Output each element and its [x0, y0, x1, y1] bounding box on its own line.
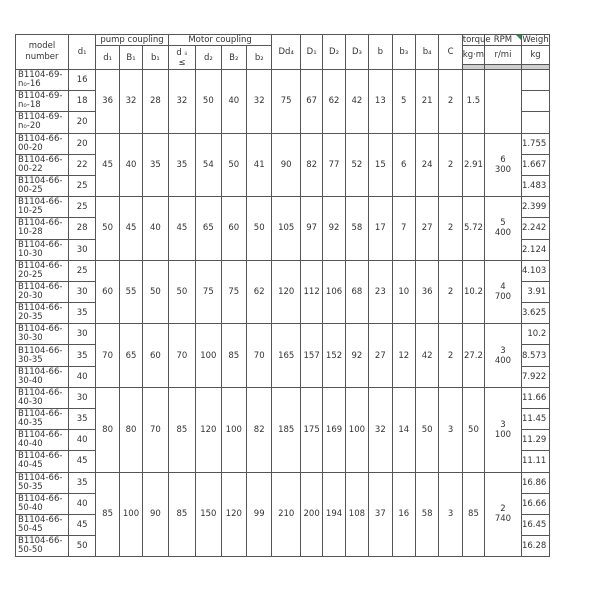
model-number-cell: B1104-66-40-40 — [16, 430, 69, 451]
weight-cell: 4.103 — [521, 260, 550, 281]
motor-b2-cell: 82 — [247, 387, 272, 472]
D2-cell: 106 — [323, 260, 345, 324]
header-dd4: Dd₄ — [272, 35, 301, 70]
Dd4-cell: 105 — [272, 197, 301, 261]
header-b4: b₄ — [415, 35, 438, 70]
Dd4-cell: 120 — [272, 260, 301, 324]
pump-d1-cell: 85 — [96, 472, 119, 557]
header-pump-b1: b₁ — [143, 46, 168, 70]
pump-B1-cell: 65 — [119, 324, 142, 388]
rpm-value-top: 3 — [500, 345, 506, 356]
pump-d1-cell: 50 — [96, 197, 119, 261]
table-row — [16, 197, 585, 218]
weight-cell: 16.86 — [521, 472, 550, 493]
pump-B1-cell: 32 — [119, 70, 142, 134]
D1-cell: 82 — [300, 133, 322, 197]
pump-b1-cell: 35 — [143, 133, 168, 197]
table-header — [16, 35, 585, 70]
pump-d1-cell: 80 — [96, 387, 119, 472]
rpm-value-bottom: 740 — [494, 514, 512, 525]
b-cell: 13 — [369, 70, 392, 134]
di-cell: 16 — [68, 70, 95, 91]
rpm-cell — [485, 133, 522, 197]
b3-cell: 7 — [392, 197, 415, 261]
model-number-cell: B1104-66-20-35 — [16, 303, 69, 324]
di-cell: 25 — [68, 175, 95, 196]
di-cell: 40 — [68, 366, 95, 387]
torque-cell: 85 — [462, 472, 484, 557]
motor-d2-cell: 100 — [196, 324, 221, 388]
weight-cell: 11.29 — [521, 430, 550, 451]
pump-b1-cell: 70 — [143, 387, 168, 472]
torque-cell: 50 — [462, 387, 484, 472]
D1-cell: 112 — [300, 260, 322, 324]
weight-cell: 11.66 — [521, 387, 550, 408]
header-b: b — [369, 35, 392, 70]
weight-cell: 1.755 — [521, 133, 550, 154]
D2-cell: 152 — [323, 324, 345, 388]
header-d2-outer: D₂ — [323, 35, 345, 70]
model-number-cell: B1104-66-40-30 — [16, 387, 69, 408]
table-row — [16, 260, 585, 281]
weight-cell: 7.922 — [521, 366, 550, 387]
torque-cell: 1.5 — [462, 70, 484, 134]
b-cell: 23 — [369, 260, 392, 324]
D1-cell: 67 — [300, 70, 322, 134]
model-number-cell: B1104-66-20-25 — [16, 260, 69, 281]
header-motor-coupling: Motor coupling — [168, 35, 272, 46]
weight-cell: 16.28 — [521, 536, 550, 557]
model-number-cell: B1104-66-30-30 — [16, 324, 69, 345]
model-number-cell: B1104-66-30-40 — [16, 366, 69, 387]
motor-dii-cell: 85 — [168, 472, 195, 557]
rpm-cell — [485, 260, 522, 324]
weight-cell: 2.124 — [521, 239, 550, 260]
header-torque-unit: kg·m — [462, 46, 484, 65]
b4-cell: 24 — [415, 133, 438, 197]
table-row — [16, 133, 585, 154]
D3-cell: 58 — [345, 197, 368, 261]
motor-dii-cell: 85 — [168, 387, 195, 472]
C-cell: 2 — [439, 260, 462, 324]
motor-d2-cell: 150 — [196, 472, 221, 557]
header-d3-outer: D₃ — [345, 35, 368, 70]
motor-b2-cell: 62 — [247, 260, 272, 324]
pump-B1-cell: 40 — [119, 133, 142, 197]
di-cell: 45 — [68, 514, 95, 535]
di-cell: 35 — [68, 303, 95, 324]
D2-cell: 77 — [323, 133, 345, 197]
weight-cell: 2.399 — [521, 197, 550, 218]
header-weight: Weigh — [522, 35, 549, 45]
pump-b1-cell: 28 — [143, 70, 168, 134]
model-number-cell: B1104-66-40-35 — [16, 409, 69, 430]
header-b3: b₃ — [392, 35, 415, 70]
model-number-cell: B1104-69-n₀-18 — [16, 91, 69, 112]
motor-d2-cell: 75 — [196, 260, 221, 324]
b-cell: 15 — [369, 133, 392, 197]
weight-cell — [521, 112, 550, 133]
model-number-cell: B1104-69-n₀-16 — [16, 70, 69, 91]
C-cell: 3 — [439, 472, 462, 557]
rpm-value-bottom: 700 — [494, 291, 512, 302]
Dd4-cell: 185 — [272, 387, 301, 472]
D3-cell: 68 — [345, 260, 368, 324]
motor-dii-cell: 35 — [168, 133, 195, 197]
weight-cell: 16.66 — [521, 493, 550, 514]
weight-cell: 1.483 — [521, 175, 550, 196]
header-dii-label: d ᵢᵢ — [176, 47, 188, 58]
b4-cell: 27 — [415, 197, 438, 261]
di-cell: 35 — [68, 345, 95, 366]
motor-b2-cell: 70 — [247, 324, 272, 388]
rpm-cell — [485, 472, 522, 557]
D3-cell: 52 — [345, 133, 368, 197]
b4-cell: 58 — [415, 472, 438, 557]
di-cell: 40 — [68, 493, 95, 514]
di-cell: 40 — [68, 430, 95, 451]
weight-cell: 1.667 — [521, 154, 550, 175]
weight-cell: 10.2 — [521, 324, 550, 345]
table-row — [16, 70, 585, 91]
header-motor-dii — [168, 46, 195, 70]
D1-cell: 157 — [300, 324, 322, 388]
motor-B2-cell: 85 — [221, 324, 246, 388]
di-cell: 30 — [68, 387, 95, 408]
rpm-value-bottom: 400 — [494, 228, 512, 239]
C-cell: 2 — [439, 324, 462, 388]
header-motor-B2: B₂ — [221, 46, 246, 70]
header-d1-outer: D₁ — [300, 35, 322, 70]
header-motor-d2: d₂ — [196, 46, 221, 70]
model-number-cell: B1104-66-40-45 — [16, 451, 69, 472]
weight-cell — [521, 70, 550, 91]
di-cell: 22 — [68, 154, 95, 175]
model-number-cell: B1104-66-50-35 — [16, 472, 69, 493]
di-cell: 28 — [68, 218, 95, 239]
rpm-cell — [485, 70, 522, 134]
model-number-cell: B1104-66-10-28 — [16, 218, 69, 239]
model-number-cell: B1104-66-30-35 — [16, 345, 69, 366]
torque-cell: 10.2 — [462, 260, 484, 324]
b-cell: 32 — [369, 387, 392, 472]
motor-b2-cell: 32 — [247, 70, 272, 134]
C-cell: 3 — [439, 387, 462, 472]
model-number-cell: B1104-66-20-30 — [16, 281, 69, 302]
motor-b2-cell: 41 — [247, 133, 272, 197]
di-cell: 25 — [68, 260, 95, 281]
di-cell: 30 — [68, 239, 95, 260]
motor-B2-cell: 50 — [221, 133, 246, 197]
b4-cell: 42 — [415, 324, 438, 388]
rpm-value-bottom: 100 — [494, 429, 512, 440]
rpm-value-top: 2 — [500, 504, 506, 515]
motor-B2-cell: 75 — [221, 260, 246, 324]
table-row — [16, 324, 585, 345]
motor-B2-cell: 120 — [221, 472, 246, 557]
pump-b1-cell: 50 — [143, 260, 168, 324]
header-motor-b2: b₂ — [247, 46, 272, 70]
D2-cell: 92 — [323, 197, 345, 261]
header-pump-d1: d₁ — [96, 46, 119, 70]
pump-B1-cell: 80 — [119, 387, 142, 472]
table-body — [16, 70, 585, 557]
weight-cell: 3.625 — [521, 303, 550, 324]
D2-cell: 169 — [323, 387, 345, 472]
D3-cell: 100 — [345, 387, 368, 472]
pump-d1-cell: 70 — [96, 324, 119, 388]
weight-cell — [521, 91, 550, 112]
D1-cell: 97 — [300, 197, 322, 261]
di-cell: 30 — [68, 281, 95, 302]
rpm-value-top: 5 — [500, 218, 506, 229]
header-model-number: model number — [16, 35, 69, 70]
C-cell: 2 — [439, 70, 462, 134]
header-pump-coupling: pump coupling — [96, 35, 168, 46]
b3-cell: 10 — [392, 260, 415, 324]
b3-cell: 5 — [392, 70, 415, 134]
model-number-cell: B1104-66-10-30 — [16, 239, 69, 260]
model-number-cell: B1104-66-10-25 — [16, 197, 69, 218]
b4-cell: 21 — [415, 70, 438, 134]
header-rpm: RPM — [485, 35, 522, 46]
model-number-cell: B1104-66-00-20 — [16, 133, 69, 154]
C-cell: 2 — [439, 197, 462, 261]
motor-b2-cell: 50 — [247, 197, 272, 261]
pump-b1-cell: 60 — [143, 324, 168, 388]
weight-cell: 3.91 — [521, 281, 550, 302]
rpm-cell — [485, 387, 522, 472]
di-cell: 50 — [68, 536, 95, 557]
pump-B1-cell: 45 — [119, 197, 142, 261]
b3-cell: 14 — [392, 387, 415, 472]
Dd4-cell: 165 — [272, 324, 301, 388]
pump-d1-cell: 36 — [96, 70, 119, 134]
motor-d2-cell: 120 — [196, 387, 221, 472]
model-number-cell: B1104-66-00-25 — [16, 175, 69, 196]
model-number-cell: B1104-69-n₀-20 — [16, 112, 69, 133]
table-row — [16, 387, 585, 408]
motor-dii-cell: 45 — [168, 197, 195, 261]
table-row — [16, 472, 585, 493]
header-torque: torque — [462, 35, 491, 45]
torque-cell: 27.2 — [462, 324, 484, 388]
motor-d2-cell: 65 — [196, 197, 221, 261]
D2-cell: 194 — [323, 472, 345, 557]
D3-cell: 42 — [345, 70, 368, 134]
pump-d1-cell: 60 — [96, 260, 119, 324]
motor-B2-cell: 100 — [221, 387, 246, 472]
header-pump-B1: B₁ — [119, 46, 142, 70]
torque-cell: 5.72 — [462, 197, 484, 261]
header-di: d₁ — [68, 35, 95, 70]
header-le-symbol: ≤ — [178, 57, 186, 68]
rpm-value-bottom: 400 — [494, 355, 512, 366]
pump-b1-cell: 90 — [143, 472, 168, 557]
b4-cell: 36 — [415, 260, 438, 324]
D2-cell: 62 — [323, 70, 345, 134]
motor-d2-cell: 54 — [196, 133, 221, 197]
di-cell: 35 — [68, 409, 95, 430]
weight-cell: 16.45 — [521, 514, 550, 535]
b3-cell: 6 — [392, 133, 415, 197]
rpm-value-top: 3 — [500, 419, 506, 430]
model-number-cell: B1104-66-00-22 — [16, 154, 69, 175]
D3-cell: 108 — [345, 472, 368, 557]
model-number-cell: B1104-66-50-40 — [16, 493, 69, 514]
pump-b1-cell: 40 — [143, 197, 168, 261]
torque-cell: 2.91 — [462, 133, 484, 197]
D1-cell: 175 — [300, 387, 322, 472]
weight-cell: 8.573 — [521, 345, 550, 366]
weight-cell: 2.242 — [521, 218, 550, 239]
rpm-value-bottom: 300 — [494, 164, 512, 175]
di-cell: 30 — [68, 324, 95, 345]
b3-cell: 12 — [392, 324, 415, 388]
Dd4-cell: 210 — [272, 472, 301, 557]
rpm-cell — [485, 197, 522, 261]
Dd4-cell: 90 — [272, 133, 301, 197]
di-cell: 18 — [68, 91, 95, 112]
header-weight-unit: kg — [521, 46, 550, 65]
weight-cell: 11.45 — [521, 409, 550, 430]
b-cell: 17 — [369, 197, 392, 261]
b-cell: 27 — [369, 324, 392, 388]
model-number-cell: B1104-66-50-50 — [16, 536, 69, 557]
motor-d2-cell: 50 — [196, 70, 221, 134]
D3-cell: 92 — [345, 324, 368, 388]
motor-dii-cell: 32 — [168, 70, 195, 134]
weight-cell: 11.11 — [521, 451, 550, 472]
di-cell: 35 — [68, 472, 95, 493]
rpm-cell — [485, 324, 522, 388]
motor-b2-cell: 99 — [247, 472, 272, 557]
Dd4-cell: 75 — [272, 70, 301, 134]
pump-d1-cell: 45 — [96, 133, 119, 197]
pump-B1-cell: 100 — [119, 472, 142, 557]
C-cell: 2 — [439, 133, 462, 197]
rpm-value-top: 6 — [500, 154, 506, 165]
b-cell: 37 — [369, 472, 392, 557]
di-cell: 25 — [68, 197, 95, 218]
header-rpm-unit: r/mi — [485, 46, 522, 65]
b4-cell: 50 — [415, 387, 438, 472]
coupling-spec-table — [15, 34, 585, 557]
motor-B2-cell: 40 — [221, 70, 246, 134]
motor-dii-cell: 50 — [168, 260, 195, 324]
di-cell: 20 — [68, 133, 95, 154]
b3-cell: 16 — [392, 472, 415, 557]
pump-B1-cell: 55 — [119, 260, 142, 324]
header-c: C — [439, 35, 462, 70]
di-cell: 45 — [68, 451, 95, 472]
motor-dii-cell: 70 — [168, 324, 195, 388]
motor-B2-cell: 60 — [221, 197, 246, 261]
model-number-cell: B1104-66-50-45 — [16, 514, 69, 535]
di-cell: 20 — [68, 112, 95, 133]
rpm-value-top: 4 — [500, 281, 506, 292]
D1-cell: 200 — [300, 472, 322, 557]
